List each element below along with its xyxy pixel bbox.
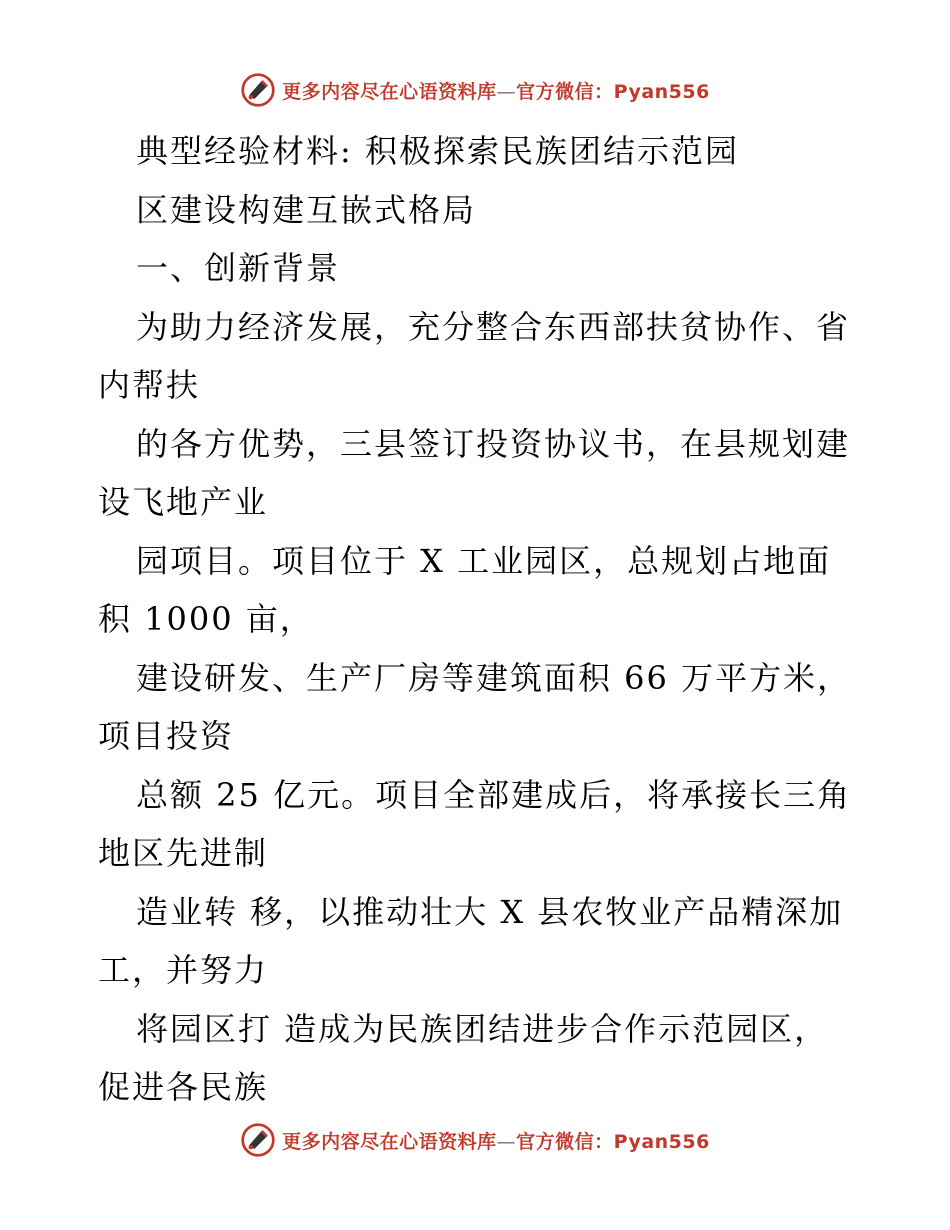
footer-banner-tail: 官方微信：Pyan556 <box>516 1130 710 1153</box>
doc-line: 为助力经济发展，充分整合东西部扶贫协作、省 <box>136 307 851 346</box>
doc-line: 内帮扶 <box>98 366 201 404</box>
doc-line: 设飞地产业 <box>98 483 269 521</box>
doc-line: 造业转 移，以推动壮大 X 县农牧业产品精深加 <box>136 892 844 931</box>
brand-logo-icon <box>240 72 276 108</box>
header-banner-tail: 官方微信：Pyan556 <box>516 80 710 103</box>
footer-banner-main: 更多内容尽在心语资料库 <box>282 1130 497 1153</box>
header-banner-text <box>282 77 710 104</box>
header-banner <box>0 70 950 110</box>
doc-line: 总额 25 亿元。项目全部建成后，将承接长三角 <box>136 775 852 814</box>
doc-line: 工，并努力 <box>98 951 269 989</box>
doc-line-heading: 一、创新背景 <box>136 249 341 287</box>
doc-line: 促进各民族 <box>98 1068 269 1106</box>
doc-line: 地区先进制 <box>98 834 269 872</box>
header-banner-main: 更多内容尽在心语资料库 <box>282 80 497 103</box>
footer-banner-text <box>282 1127 710 1154</box>
doc-line: 园项目。项目位于 X 工业园区，总规划占地面 <box>136 541 832 580</box>
doc-line: 将园区打 造成为民族团结进步合作示范园区， <box>136 1009 829 1048</box>
document-body <box>98 122 858 1117</box>
footer-banner-inner <box>240 1122 710 1158</box>
footer-banner-dash: — <box>496 1130 517 1153</box>
doc-line: 建设研发、生产厂房等建筑面积 66 万平方米， <box>136 658 852 697</box>
brand-logo-icon <box>240 1122 276 1158</box>
doc-line-title-2: 区建设构建互嵌式格局 <box>136 190 477 229</box>
doc-line: 项目投资 <box>98 717 235 755</box>
doc-line: 积 1000 亩， <box>98 600 314 638</box>
header-banner-inner <box>240 72 710 108</box>
doc-line-title-1: 典型经验材料: 积极探索民族团结示范园 <box>136 132 739 170</box>
footer-banner <box>0 1120 950 1160</box>
doc-line: 的各方优势，三县签订投资协议书，在县规划建 <box>136 424 851 463</box>
header-banner-dash: — <box>496 80 517 103</box>
